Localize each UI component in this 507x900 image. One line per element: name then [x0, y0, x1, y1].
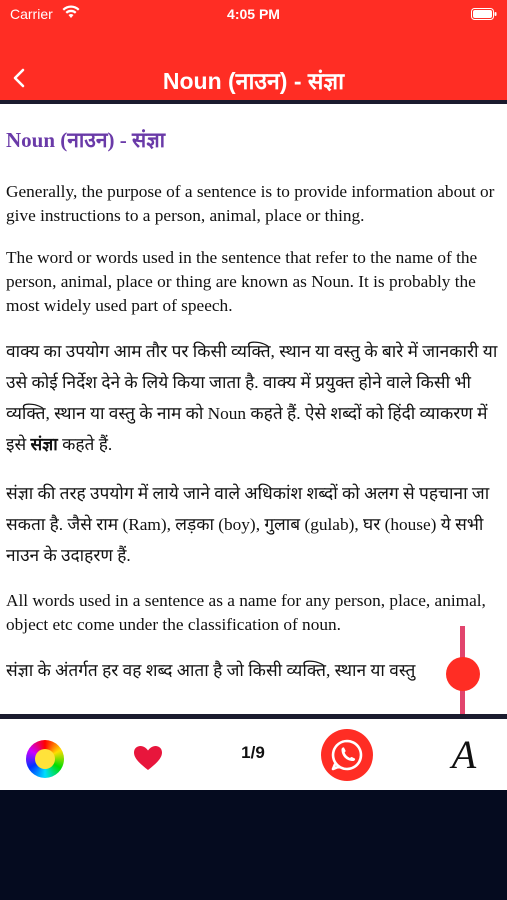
paragraph-3-tail: कहते हैं.: [57, 435, 113, 454]
color-wheel-button[interactable]: [26, 740, 64, 778]
paragraph-6: संज्ञा के अंतर्गत हर वह शब्द आता है जो किसी व्यक्ति, स्थान या वस्तु: [6, 661, 416, 680]
navigation-bar: [0, 30, 507, 100]
heart-icon: [134, 746, 162, 770]
article-heading: Noun (नाउन) - संज्ञा: [6, 128, 166, 152]
battery-icon: [471, 8, 497, 20]
paragraph-3-text: वाक्य का उपयोग आम तौर पर किसी व्यक्ति, स्थान या वस्तु के बारे में जानकारी या उसे कोई निर्देश देने के लिये किया जाता है. वाक्य में प्रयुक्त होने वाले किसी भी व्यक्ति, स्थान या वस्तु के नाम को Noun कहते हैं. ऐसे शब्दों को हिंदी व्याकरण में इसे: [6, 342, 498, 454]
paragraph-5: All words used in a sentence as a name for any person, place, animal, object etc come under the classification of noun.: [6, 591, 486, 634]
article-content[interactable]: [0, 104, 507, 714]
font-size-slider-thumb[interactable]: [446, 657, 480, 691]
whatsapp-icon: [321, 729, 373, 781]
page-indicator: 1/9: [241, 743, 265, 762]
carrier-label: Carrier: [10, 6, 53, 22]
status-bar: [0, 0, 507, 30]
paragraph-2: The word or words used in the sentence that refer to the name of the person, animal, place or thing are known as Noun. It is probably the most widely used part of speech.: [6, 248, 478, 315]
paragraph-3-bold-term: संज्ञा: [30, 435, 58, 454]
font-size-button[interactable]: A: [451, 732, 477, 777]
status-time: 4:05 PM: [227, 6, 280, 22]
bottom-background: [0, 790, 507, 900]
page-title: Noun (नाउन) - संज्ञा: [162, 68, 345, 94]
bottom-toolbar: [0, 719, 507, 790]
favorite-button[interactable]: [133, 745, 163, 771]
color-wheel-icon: [35, 749, 55, 769]
paragraph-3: [6, 336, 503, 460]
paragraph-4: संज्ञा की तरह उपयोग में लाये जाने वाले अधिकांश शब्दों को अलग से पहचाना जा सकता है. जैसे राम (Ram), लड़का (boy), गुलाब (gulab), घर (house) ये सभी नाउन के उदाहरण हैं.: [6, 484, 490, 565]
paragraph-1: Generally, the purpose of a sentence is to provide information about or give instructions to a person, animal, place or thing.: [6, 182, 495, 225]
whatsapp-share-button[interactable]: [321, 729, 373, 781]
